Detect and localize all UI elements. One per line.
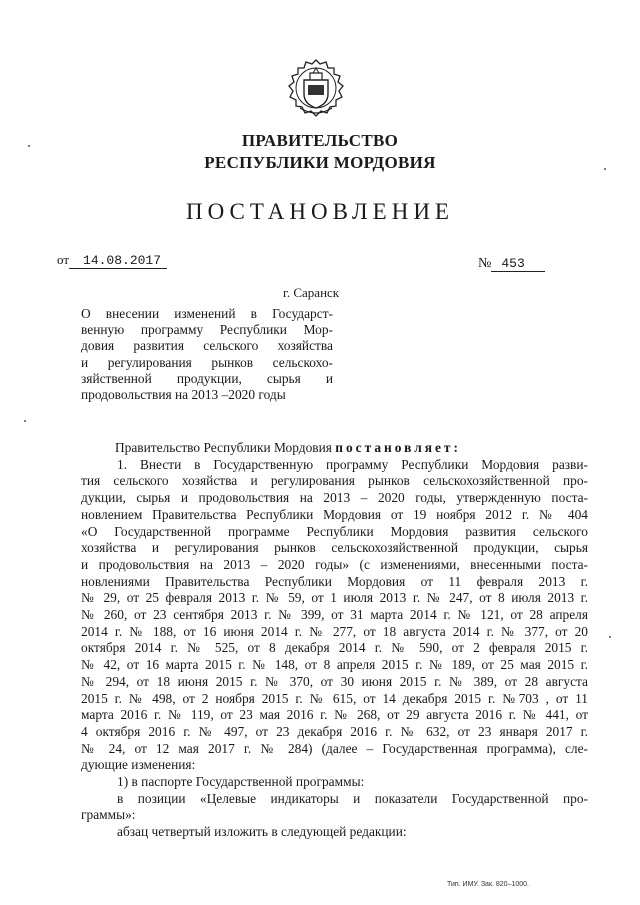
subject-line: зяйственной продукции, сырья и xyxy=(81,370,333,386)
body-line: абзац четвертый изложить в следующей редакции: xyxy=(117,824,407,840)
body-line: октября 2014 г. № 525, от 8 декабря 2014 г. № 590, от 2 февраля 2015 г. xyxy=(81,640,588,656)
body-line: и продовольствия на 2013 – 2020 годы» (с изменениями, внесенными поста- xyxy=(81,556,588,572)
org-name-line-1: ПРАВИТЕЛЬСТВО xyxy=(241,131,399,150)
body-line: 1) в паспорте Государственной программы: xyxy=(117,774,365,790)
body-line: № 24, от 12 мая 2017 г. № 284) (далее – Государственная программа), сле- xyxy=(81,740,588,756)
date-prefix: от xyxy=(57,252,70,267)
subject-line: довия развития сельского хозяйства xyxy=(81,338,333,354)
body-line: № 29, от 25 февраля 2013 г. № 59, от 1 июля 2013 г. № 247, от 8 июля 2013 г. xyxy=(81,590,588,606)
number-prefix: № xyxy=(478,256,492,271)
org-name-line-2: РЕСПУБЛИКИ МОРДОВИЯ xyxy=(204,153,436,172)
scan-speck xyxy=(604,168,606,170)
body-line: № 294, от 18 июня 2015 г. № 370, от 30 июня 2015 г. № 389, от 28 августа xyxy=(81,673,588,689)
body-line: в позиции «Целевые индикаторы и показатели Государственной про- xyxy=(117,790,588,806)
body-line: граммы»: xyxy=(81,807,136,823)
scan-speck xyxy=(24,420,26,422)
body-line: новлением Правительства Республики Мордовия от 19 ноября 2012 г. № 404 xyxy=(81,506,588,522)
intro-line xyxy=(81,440,588,457)
body-line: № 260, от 23 сентября 2013 г. № 399, от 31 марта 2014 г. № 121, от 28 апреля xyxy=(81,607,588,623)
print-info: Тип. ИМУ. Зак. 820–1000. xyxy=(447,881,529,888)
subject-line: и регулирования рынков сельскохо- xyxy=(81,354,333,370)
body-text xyxy=(81,440,588,841)
date-value: 14.08.2017 xyxy=(69,253,167,269)
subject-line: венную программу Республики Мор- xyxy=(81,322,333,338)
scan-speck xyxy=(609,636,611,638)
document-type-title: ПОСТАНОВЛЕНИЕ xyxy=(186,199,454,224)
document-date xyxy=(57,252,167,268)
intro-text: Правительство Республики Мордовия xyxy=(115,440,336,455)
city: г. Саранск xyxy=(283,285,340,300)
scan-speck xyxy=(28,145,30,147)
body-line: «О Государственной программе Республики Мордовия развития сельского xyxy=(81,523,588,539)
intro-keyword: постановляет: xyxy=(335,440,461,455)
body-line: новлениями Правительства Республики Мордовия от 11 февраля 2013 г. xyxy=(81,573,588,589)
document-number xyxy=(478,256,545,272)
body-line: дующие изменения: xyxy=(81,757,196,773)
subject-block xyxy=(81,306,333,403)
coat-of-arms-emblem xyxy=(286,58,346,122)
body-line: № 42, от 16 марта 2015 г. № 148, от 8 апреля 2015 г. № 189, от 25 мая 2015 г. xyxy=(81,657,588,673)
body-line: дукции, сырья и продовольствия на 2013 – 2020 годы, утвержденную поста- xyxy=(81,490,588,506)
body-line: хозяйства и регулирования рынков сельскохозяйственной продукции, сырья xyxy=(81,540,588,556)
body-line: 2014 г. № 188, от 16 июня 2014 г. № 277, от 18 августа 2014 г. № 377, от 20 xyxy=(81,623,588,639)
body-line: 2015 г. № 498, от 2 ноября 2015 г. № 615, от 14 декабря 2015 г. №703 , от 11 xyxy=(81,690,588,706)
number-value: 453 xyxy=(491,256,544,272)
body-line: тия сельского хозяйства и регулирования рынков сельскохозяйственной про- xyxy=(81,473,588,489)
body-line: 1. Внести в Государственную программу Республики Мордовия разви- xyxy=(117,456,588,472)
body-line: марта 2016 г. № 119, от 23 мая 2016 г. № 268, от 29 августа 2016 г. № 441, от xyxy=(81,707,588,723)
subject-line: продовольствия на 2013 –2020 годы xyxy=(81,387,286,403)
body-line: 4 октября 2016 г. № 497, от 23 декабря 2016 г. № 632, от 23 января 2017 г. xyxy=(81,723,588,739)
subject-line: О внесении изменений в Государст- xyxy=(81,306,333,321)
